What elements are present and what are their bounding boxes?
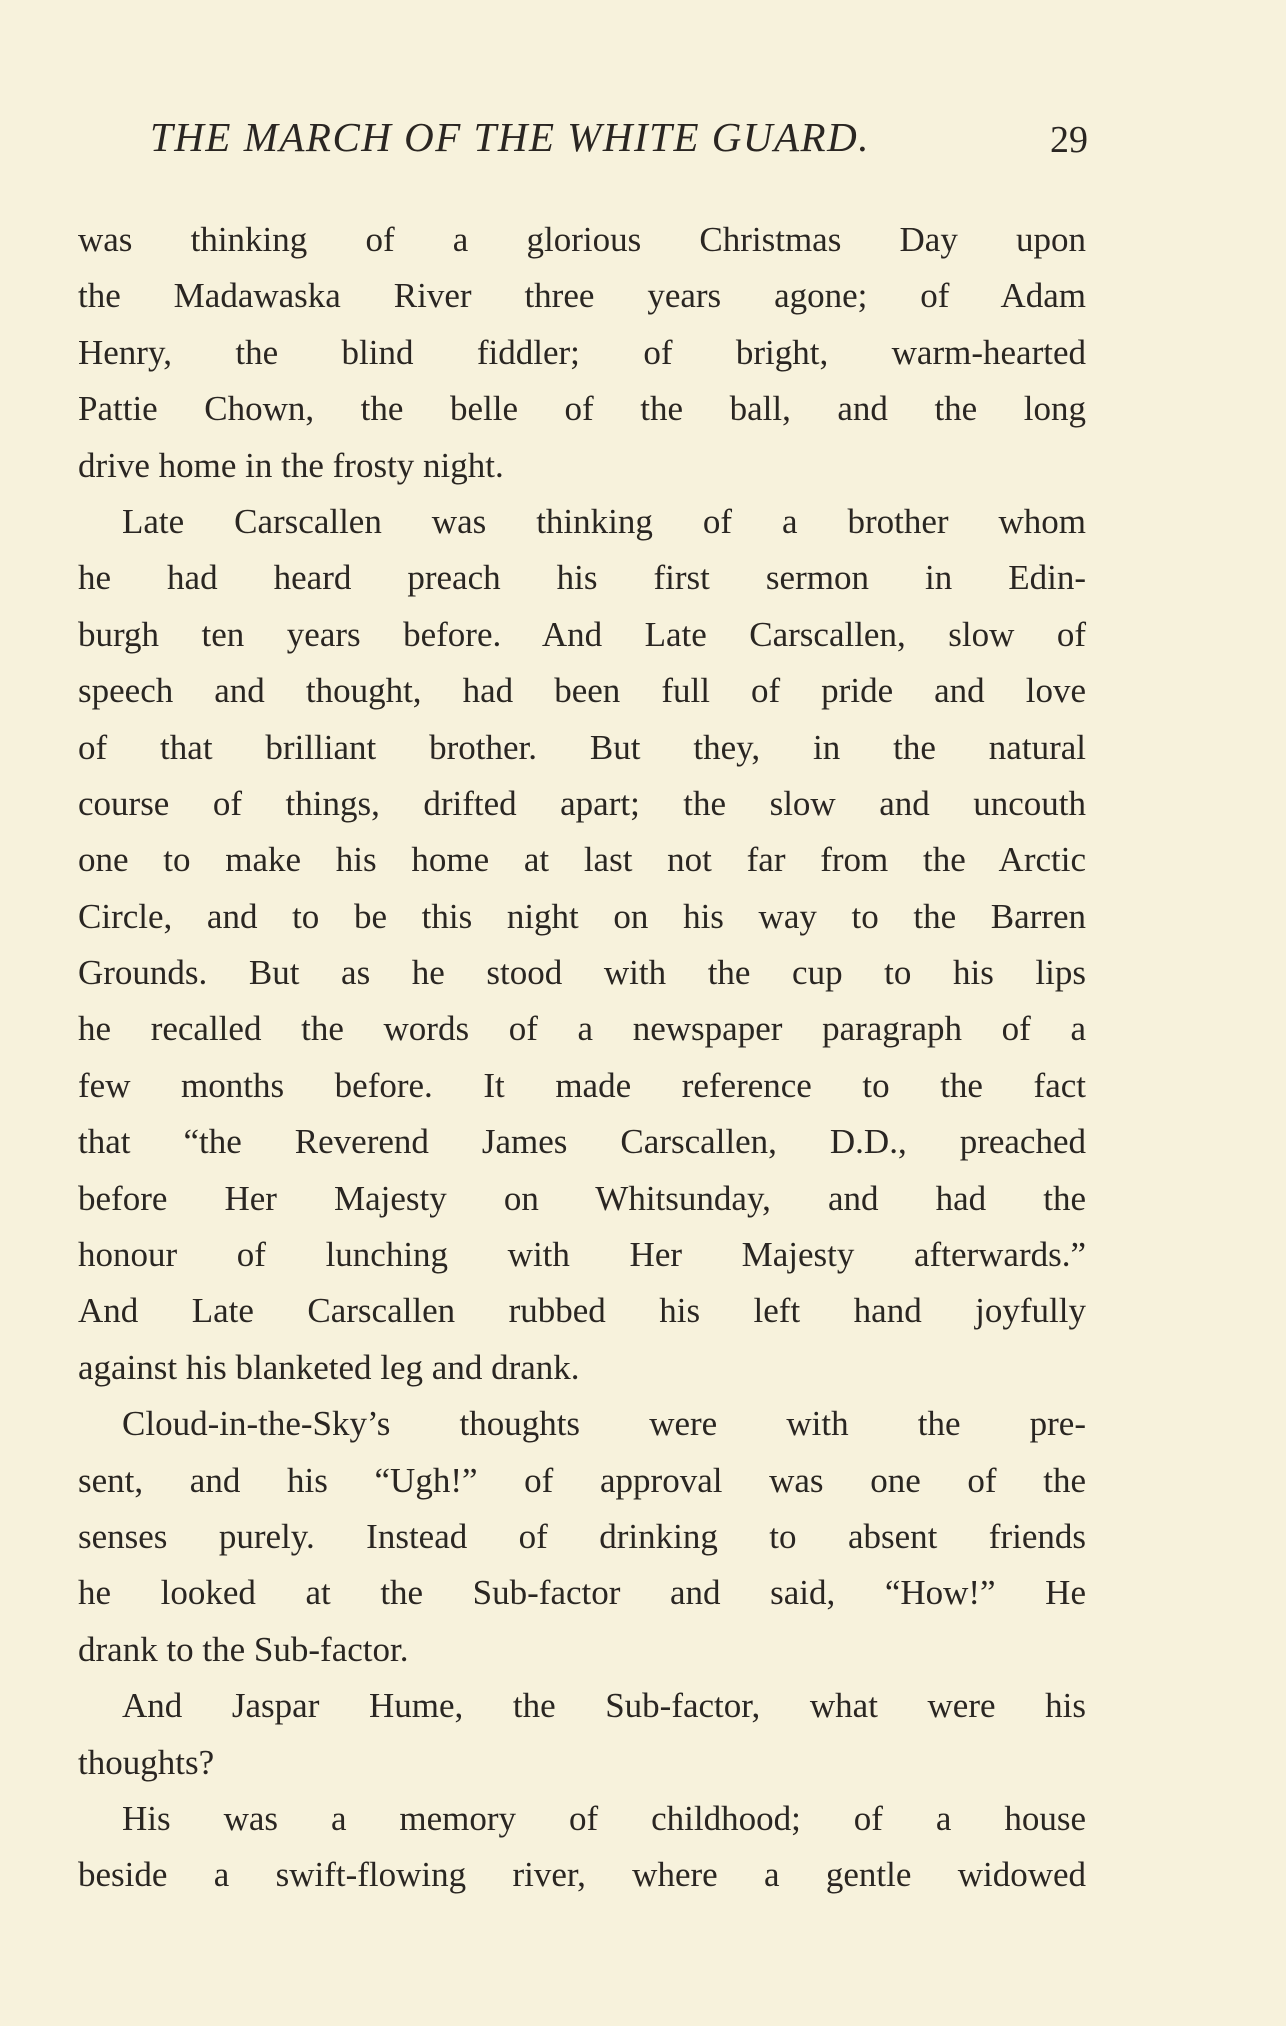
text-line: the Madawaska River three years agone; of Adam [78,276,1086,316]
paragraph-start-line: Cloud-in-the-Sky’s thoughts were with the pre- [122,1404,1086,1444]
paragraph-start-line: His was a memory of childhood; of a house [122,1798,1086,1838]
text-line: senses purely. Instead of drinking to absent friends [78,1516,1086,1556]
text-line: of that brilliant brother. But they, in the natural [78,727,1086,767]
text-line: And Late Carscallen rubbed his left hand joyfully [78,1291,1086,1331]
page-header [78,112,1088,172]
body-text [78,212,1086,1904]
paragraph-start-line: And Jaspar Hume, the Sub-factor, what were his [122,1686,1086,1726]
running-title: THE MARCH OF THE WHITE GUARD. [150,114,870,160]
text-line: he recalled the words of a newspaper paragraph of a [78,1009,1086,1049]
text-line: Pattie Chown, the belle of the ball, and the long [78,389,1086,429]
text-line: drive home in the frosty night. [78,445,504,485]
text-line: thoughts? [78,1742,215,1782]
text-line: Circle, and to be this night on his way to the Barren [78,896,1086,936]
text-line: one to make his home at last not far from the Arctic [78,840,1086,880]
text-line: against his blanketed leg and drank. [78,1347,580,1387]
text-line: before Her Majesty on Whitsunday, and had the [78,1178,1086,1218]
text-line: was thinking of a glorious Christmas Day upon [78,220,1086,259]
text-line: burgh ten years before. And Late Carscallen, slow of [78,614,1086,654]
text-line: sent, and his “Ugh!” of approval was one of the [78,1460,1086,1500]
text-line: speech and thought, had been full of pride and love [78,671,1086,711]
page-number: 29 [1050,119,1088,161]
text-line: he had heard preach his first sermon in Edin- [78,558,1086,598]
text-line: he looked at the Sub-factor and said, “How!” He [78,1573,1086,1613]
text-line: Grounds. But as he stood with the cup to his lips [78,953,1086,993]
text-line: drank to the Sub-factor. [78,1629,409,1669]
text-line: honour of lunching with Her Majesty afterwards.” [78,1235,1086,1275]
text-line: that “the Reverend James Carscallen, D.D., preached [78,1122,1086,1162]
text-line: course of things, drifted apart; the slow and uncouth [78,783,1086,823]
text-line: few months before. It made reference to the fact [78,1065,1086,1105]
text-line: Henry, the blind fiddler; of bright, warm-hearted [78,332,1086,372]
text-line: beside a swift-flowing river, where a gentle widowed [78,1855,1086,1895]
paragraph-start-line: Late Carscallen was thinking of a brother whom [122,501,1086,541]
